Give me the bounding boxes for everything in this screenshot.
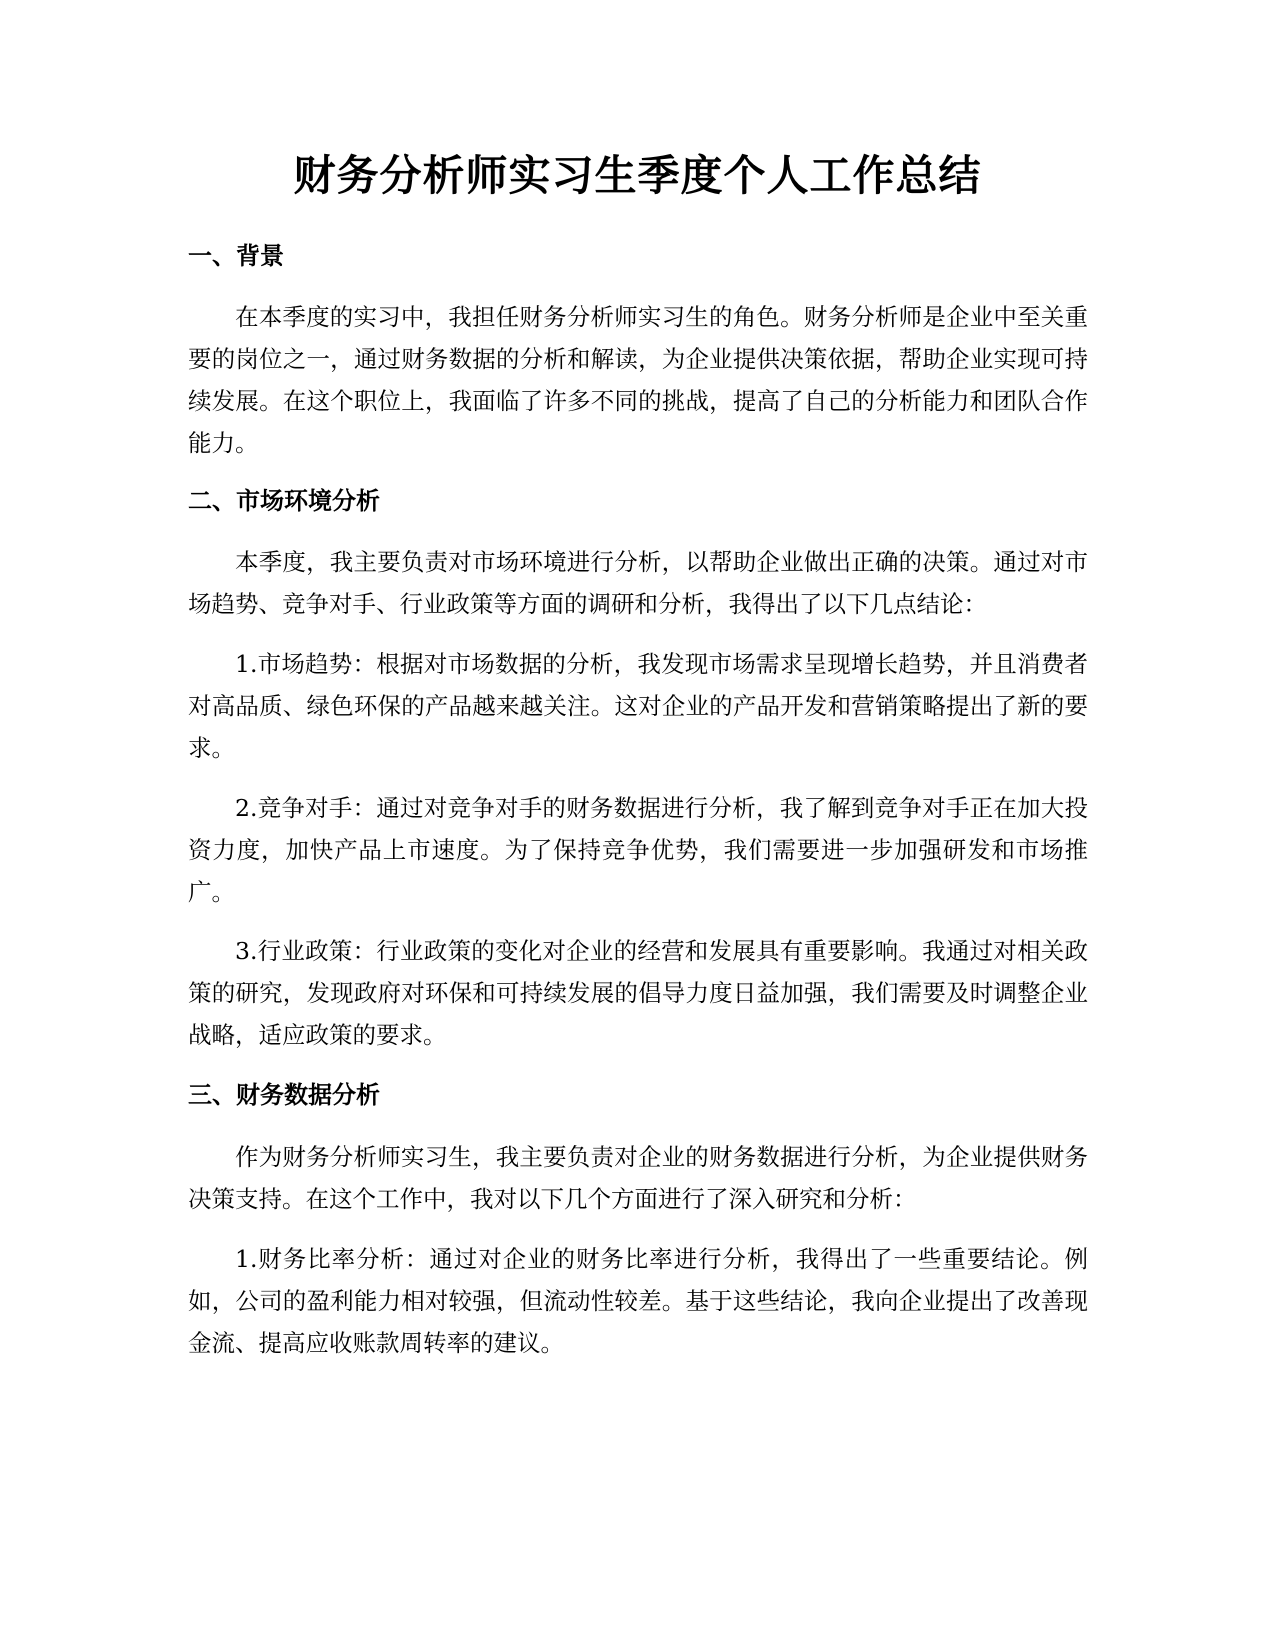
section-heading-background: 一、背景 (188, 242, 284, 270)
list-item-paragraph: 1.市场趋势：根据对市场数据的分析，我发现市场需求呈现增长趋势，并且消费者对高品质、绿色环保的产品越来越关注。这对企业的产品开发和营销策略提出了新的要求。 (188, 650, 1088, 762)
list-item-paragraph: 3.行业政策：行业政策的变化对企业的经营和发展具有重要影响。我通过对相关政策的研究，发现政府对环保和可持续发展的倡导力度日益加强，我们需要及时调整企业战略，适应政策的要求。 (188, 937, 1088, 1049)
list-item-paragraph: 1.财务比率分析：通过对企业的财务比率进行分析，我得出了一些重要结论。例如，公司的盈利能力相对较强，但流动性较差。基于这些结论，我向企业提出了改善现金流、提高应收账款周转率的建议。 (188, 1245, 1088, 1357)
document-title: 财务分析师实习生季度个人工作总结 (293, 151, 982, 200)
paragraph: 本季度，我主要负责对市场环境进行分析，以帮助企业做出正确的决策。通过对市场趋势、竞争对手、行业政策等方面的调研和分析，我得出了以下几点结论： (188, 548, 1088, 618)
paragraph: 在本季度的实习中，我担任财务分析师实习生的角色。财务分析师是企业中至关重要的岗位之一，通过财务数据的分析和解读，为企业提供决策依据，帮助企业实现可持续发展。在这个职位上，我面临了许多不同的挑战，提高了自己的分析能力和团队合作能力。 (188, 303, 1088, 457)
paragraph: 作为财务分析师实习生，我主要负责对企业的财务数据进行分析，为企业提供财务决策支持。在这个工作中，我对以下几个方面进行了深入研究和分析： (188, 1143, 1088, 1213)
section-heading-financial-analysis: 三、财务数据分析 (188, 1081, 380, 1109)
list-item-paragraph: 2.竞争对手：通过对竞争对手的财务数据进行分析，我了解到竞争对手正在加大投资力度，加快产品上市速度。为了保持竞争优势，我们需要进一步加强研发和市场推广。 (188, 794, 1088, 906)
section-heading-market-analysis: 二、市场环境分析 (188, 487, 380, 515)
